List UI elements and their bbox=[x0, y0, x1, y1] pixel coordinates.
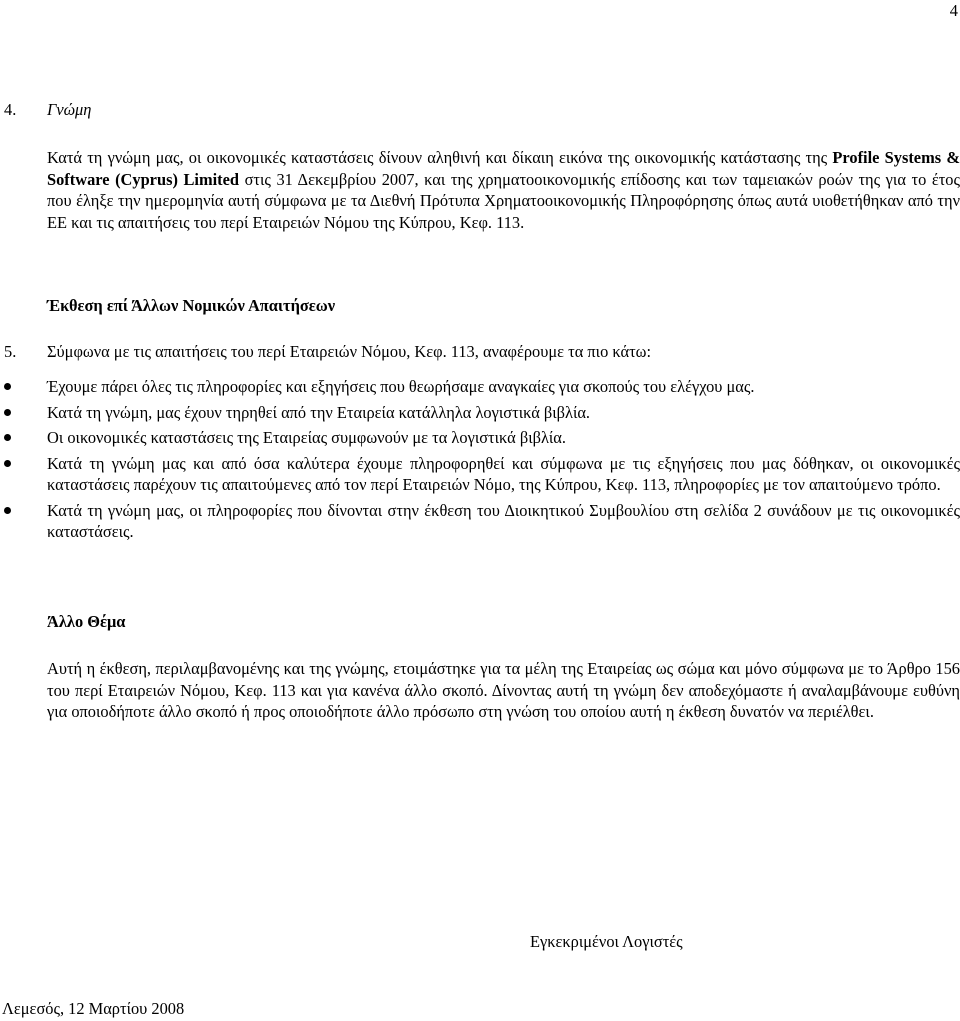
other-matter-paragraph: Αυτή η έκθεση, περιλαμβανομένης και της γνώμης, ετοιμάστηκε για τα μέλη της Εταιρείας ως σώμα και μόνο σύμφωνα με το Άρθρο 156 του περί Εταιρειών Νόμου, Κεφ. 113 και για κανένα άλλο σκοπό. Δίνοντας αυτή τη γνώμη δεν αποδεχόμαστε ή αναλαμβάνουμε ευθύνη για οποιοδήποτε άλλο σκοπό ή προς οποιοδήποτε άλλο πρόσωπο στη γνώση του οποίου αυτή η έκθεση δυνατόν να περιέλθει. bbox=[47, 659, 960, 721]
list-item bbox=[0, 500, 960, 543]
other-matter-heading: Άλλο Θέμα bbox=[47, 612, 126, 631]
item-5-number: 5. bbox=[4, 342, 17, 361]
list-item bbox=[0, 402, 960, 424]
section-heading bbox=[4, 99, 91, 121]
bullet-icon bbox=[4, 383, 11, 390]
section-title: Γνώμη bbox=[47, 100, 92, 119]
list-item-text: Έχουμε πάρει όλες τις πληροφορίες και εξηγήσεις που θεωρήσαμε αναγκαίες για σκοπούς του ελέγχου μας. bbox=[47, 377, 755, 396]
item-5-text: Σύμφωνα με τις απαιτήσεις του περί Εταιρειών Νόμου, Κεφ. 113, αναφέρουμε τα πιο κάτω: bbox=[47, 342, 652, 361]
signature-line: Εγκεκριμένοι Λογιστές bbox=[530, 932, 683, 951]
company-name: Profile Systems & Software (Cyprus) Limited bbox=[47, 148, 960, 189]
legal-requirements-heading: Έκθεση επί Άλλων Νομικών Απαιτήσεων bbox=[47, 296, 336, 315]
section-number: 4. bbox=[4, 100, 17, 119]
item-5 bbox=[4, 341, 651, 363]
list-item bbox=[0, 427, 960, 449]
list-item bbox=[0, 376, 960, 398]
opinion-text-end: στις 31 Δεκεμβρίου 2007, και της χρηματοοικονομικής επίδοσης και των ταμειακών ροών της για το έτος που έληξε την ημερομηνία αυτή σύμφωνα με τα Διεθνή Πρότυπα Χρηματοοικονομικής Πληροφόρησης όπως αυτά υιοθετήθηκαν από την ΕΕ και τις απαιτήσεις του περί Εταιρειών Νόμου της Κύπρου, Κεφ. 113. bbox=[47, 169, 960, 232]
opinion-paragraph bbox=[47, 147, 960, 233]
place-date: Λεμεσός, 12 Μαρτίου 2008 bbox=[2, 999, 185, 1018]
bullet-icon bbox=[4, 409, 11, 416]
list-item bbox=[0, 453, 960, 496]
page-number: 4 bbox=[949, 1, 958, 20]
list-item-text: Κατά τη γνώμη μας και από όσα καλύτερα έχουμε πληροφορηθεί και σύμφωνα με τις εξηγήσεις που μας δόθηκαν, οι οικονομικές καταστάσεις παρέχουν τις απαιτούμενες από τον περί Εταιρειών Νόμο, της Κύπρου, Κεφ. 113, πληροφορίες με τον απαιτούμενο τρόπο. bbox=[47, 453, 960, 494]
bullet-icon bbox=[4, 434, 11, 441]
list-item-text: Κατά τη γνώμη, μας έχουν τηρηθεί από την Εταιρεία κατάλληλα λογιστικά βιβλία. bbox=[47, 402, 591, 422]
bullet-icon bbox=[4, 507, 11, 514]
list-item-text: Κατά τη γνώμη μας, οι πληροφορίες που δίνονται στην έκθεση του Διοικητικού Συμβουλίου στη σελίδα 2 συνάδουν με τις οικονομικές καταστάσεις. bbox=[47, 500, 960, 541]
bullet-icon bbox=[4, 460, 11, 467]
opinion-text-start: Κατά τη γνώμη μας, οι οικονομικές καταστάσεις δίνουν αληθινή και δίκαιη εικόνα της οικονομικής κατάστασης της bbox=[47, 148, 833, 167]
list-item-text: Οι οικονομικές καταστάσεις της Εταιρείας συμφωνούν με τα λογιστικά βιβλία. bbox=[47, 428, 566, 447]
requirements-list bbox=[0, 376, 960, 547]
